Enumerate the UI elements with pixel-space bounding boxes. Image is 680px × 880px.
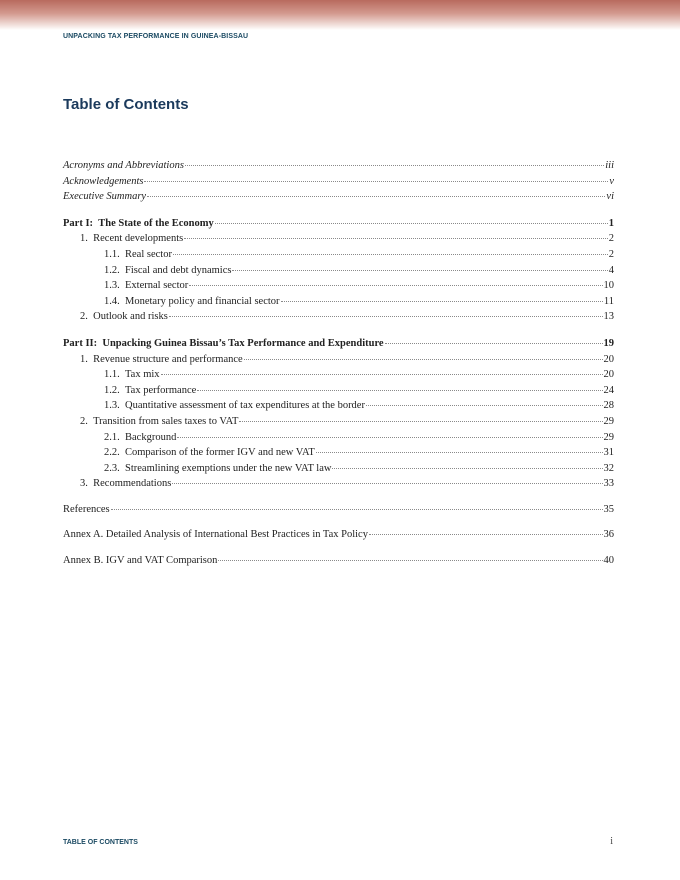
toc-entry-number: 2.3. <box>104 462 125 474</box>
toc-entry-executive-summary[interactable] <box>63 189 614 205</box>
toc-page-number: 1 <box>608 217 614 229</box>
dot-leader <box>218 560 602 561</box>
dot-leader <box>232 270 607 271</box>
dot-leader <box>385 343 603 344</box>
toc-page-number: 28 <box>603 400 614 412</box>
toc-entry-label: Annex A. Detailed Analysis of International Best Practices in Tax Policy <box>63 529 368 541</box>
dot-leader <box>169 316 603 317</box>
spacer <box>63 543 614 553</box>
dot-leader <box>111 509 603 510</box>
toc-entry-recent-developments[interactable] <box>63 231 614 247</box>
toc-entry-label: References <box>63 503 110 515</box>
spacer <box>63 492 614 502</box>
toc-page-number: 4 <box>608 264 614 276</box>
dot-leader <box>147 196 605 197</box>
toc-entry-part-1[interactable] <box>63 216 614 232</box>
toc-entry-label: External sector <box>125 280 189 292</box>
toc-entry-label: Tax performance <box>125 384 197 396</box>
toc-entry-number: 1.1. <box>104 369 125 381</box>
toc-entry-tax-mix[interactable] <box>63 367 614 383</box>
page-title: Table of Contents <box>63 96 189 113</box>
toc-entry-number: 3. <box>80 478 94 490</box>
toc-entry-label: Revenue structure and performance <box>93 353 243 365</box>
toc-entry-tax-expenditures[interactable] <box>63 398 614 414</box>
toc-entry-label: Recommendations <box>93 478 172 490</box>
footer-section-label: TABLE OF CONTENTS <box>63 839 138 846</box>
dot-leader <box>332 468 602 469</box>
table-of-contents <box>63 158 614 569</box>
toc-entry-number: 1.4. <box>104 295 125 307</box>
spacer <box>63 325 614 336</box>
spacer <box>63 205 614 216</box>
toc-entry-label: Streamlining exemptions under the new VAT law <box>125 462 332 474</box>
toc-entry-label: The State of the Economy <box>98 217 214 229</box>
toc-entry-number: 1. <box>80 353 94 365</box>
toc-entry-transition-vat[interactable] <box>63 414 614 430</box>
toc-page-number: 32 <box>603 462 614 474</box>
toc-page-number: 40 <box>603 555 614 567</box>
toc-entry-revenue-structure[interactable] <box>63 352 614 368</box>
toc-entry-streamlining-exemptions[interactable] <box>63 461 614 477</box>
toc-page-number: iii <box>605 160 614 171</box>
toc-entry-recommendations[interactable] <box>63 476 614 492</box>
toc-entry-acknowledgements[interactable] <box>63 174 614 190</box>
toc-page-number: 2 <box>608 248 614 260</box>
toc-entry-igv-vat-comparison[interactable] <box>63 445 614 461</box>
toc-entry-label: Executive Summary <box>63 191 147 203</box>
toc-page-number: vi <box>606 191 614 203</box>
toc-page-number: 24 <box>603 384 614 396</box>
toc-entry-acronyms[interactable] <box>63 158 614 174</box>
toc-entry-number: Part II: <box>63 337 103 349</box>
toc-entry-background[interactable] <box>63 430 614 446</box>
toc-entry-label: Unpacking Guinea Bissau’s Tax Performance and Expenditure <box>102 337 384 349</box>
dot-leader <box>244 359 603 360</box>
toc-entry-label: Transition from sales taxes to VAT <box>93 415 239 427</box>
dot-leader <box>215 223 608 224</box>
dot-leader <box>172 483 602 484</box>
header-band <box>0 0 680 30</box>
toc-page-number: 2 <box>608 233 614 245</box>
toc-page-number: 31 <box>603 447 614 459</box>
toc-page-number: 29 <box>603 415 614 427</box>
toc-entry-number: 1.3. <box>104 280 125 292</box>
toc-entry-annex-b[interactable] <box>63 553 614 569</box>
toc-entry-tax-performance[interactable] <box>63 383 614 399</box>
dot-leader <box>161 374 603 375</box>
toc-page-number: 35 <box>603 503 614 515</box>
toc-entry-label: Acknowledgements <box>63 175 144 187</box>
toc-entry-label: Background <box>125 431 177 443</box>
toc-entry-label: Comparison of the former IGV and new VAT <box>125 447 315 459</box>
toc-entry-label: Acronyms and Abbreviations <box>63 160 184 171</box>
toc-entry-outlook-risks[interactable] <box>63 309 614 325</box>
toc-page-number: 11 <box>603 295 614 307</box>
dot-leader <box>144 181 608 182</box>
toc-entry-number: 1.2. <box>104 264 125 276</box>
toc-entry-label: Tax mix <box>125 369 160 381</box>
toc-page-number: 20 <box>603 353 614 365</box>
toc-entry-label: Annex B. IGV and VAT Comparison <box>63 555 218 567</box>
toc-entry-label: Fiscal and debt dynamics <box>125 264 232 276</box>
toc-entry-number: 2. <box>80 311 94 323</box>
dot-leader <box>177 437 602 438</box>
toc-entry-label: Real sector <box>125 248 172 260</box>
toc-page-number: 13 <box>603 311 614 323</box>
footer-page-number: i <box>610 836 613 847</box>
toc-entry-label: Monetary policy and financial sector <box>125 295 280 307</box>
toc-entry-real-sector[interactable] <box>63 247 614 263</box>
toc-entry-label: Recent developments <box>93 233 184 245</box>
toc-entry-number: 2.2. <box>104 447 125 459</box>
toc-page-number: 10 <box>603 280 614 292</box>
dot-leader <box>189 285 602 286</box>
toc-page-number: 33 <box>603 478 614 490</box>
toc-entry-label: Quantitative assessment of tax expenditures at the border <box>125 400 365 412</box>
toc-page-number: 20 <box>603 369 614 381</box>
toc-entry-part-2[interactable] <box>63 336 614 352</box>
toc-entry-annex-a[interactable] <box>63 527 614 543</box>
toc-entry-references[interactable] <box>63 502 614 518</box>
dot-leader <box>173 254 608 255</box>
toc-entry-number: 1. <box>80 233 94 245</box>
toc-page-number: v <box>609 175 614 187</box>
running-head: UNPACKING TAX PERFORMANCE IN GUINEA-BISSAU <box>63 33 249 40</box>
toc-entry-number: 2.1. <box>104 431 125 443</box>
dot-leader <box>316 452 603 453</box>
toc-page-number: 19 <box>603 337 614 349</box>
toc-entry-monetary-policy[interactable] <box>63 294 614 310</box>
toc-page-number: 36 <box>603 529 614 541</box>
toc-entry-fiscal-debt[interactable] <box>63 263 614 279</box>
toc-entry-label: Outlook and risks <box>93 311 168 323</box>
toc-entry-number: 2. <box>80 415 94 427</box>
dot-leader <box>197 390 602 391</box>
toc-entry-number: 1.1. <box>104 248 125 260</box>
dot-leader <box>239 421 602 422</box>
toc-page-number: 29 <box>603 431 614 443</box>
toc-entry-external-sector[interactable] <box>63 278 614 294</box>
spacer <box>63 517 614 527</box>
toc-entry-number: 1.3. <box>104 400 125 412</box>
toc-entry-number: Part I: <box>63 217 99 229</box>
dot-leader <box>369 534 603 535</box>
dot-leader <box>185 165 604 166</box>
toc-entry-number: 1.2. <box>104 384 125 396</box>
dot-leader <box>184 238 608 239</box>
dot-leader <box>366 405 603 406</box>
dot-leader <box>281 301 603 302</box>
